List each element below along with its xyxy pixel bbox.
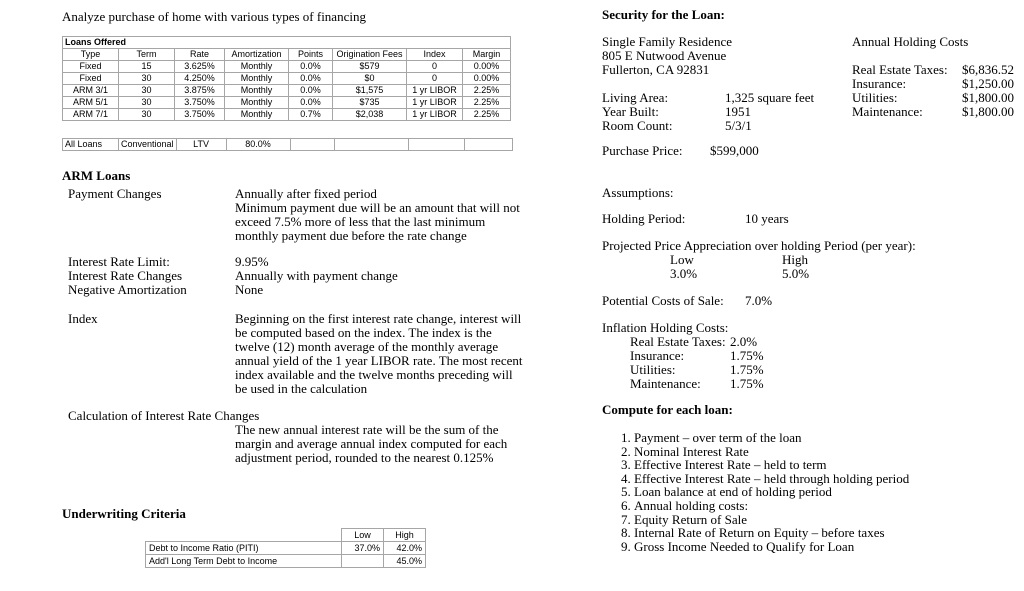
- loans-cell: $735: [333, 97, 407, 109]
- costs-of-sale-value: 7.0%: [745, 293, 773, 308]
- col-header-term: Term: [119, 49, 175, 61]
- loans-cell: ARM 7/1: [63, 109, 119, 121]
- loans-cell: 30: [119, 73, 175, 85]
- loans-cell: Fixed: [63, 73, 119, 85]
- interest-rate-limit-row: [62, 255, 532, 269]
- empty-cell: [464, 139, 512, 151]
- living-area-label: Living Area:: [602, 90, 669, 105]
- spacer: [852, 49, 1014, 63]
- uw-label: Debt to Income Ratio (PITI): [146, 542, 342, 555]
- compute-item: 4. Effective Interest Rate – held through holding period: [634, 472, 1014, 486]
- loans-cell: 30: [119, 85, 175, 97]
- payment-changes-line1: Annually after fixed period: [235, 186, 377, 201]
- inflation-label: Utilities:: [630, 362, 676, 377]
- interest-rate-changes-label: Interest Rate Changes: [68, 268, 183, 283]
- col-header-points: Points: [289, 49, 333, 61]
- interest-rate-limit-label: Interest Rate Limit:: [68, 254, 170, 269]
- property-and-costs: [602, 35, 1014, 133]
- negative-amortization-label: Negative Amortization: [68, 282, 187, 297]
- compute-item: 9. Gross Income Needed to Qualify for Loan: [634, 540, 1014, 554]
- calc-spacer: [62, 423, 235, 465]
- summary-cell-ltv-value: 80.0%: [226, 139, 290, 151]
- col-header-amortization: Amortization: [225, 49, 289, 61]
- calc-rate-changes-description: The new annual interest rate will be the sum of the margin and average annual index computed for each adjustment period, rounded to the nearest 0.125%: [235, 422, 508, 465]
- inflation-label: Real Estate Taxes:: [630, 334, 726, 349]
- loans-cell: $1,575: [333, 85, 407, 97]
- loans-cell: 0.0%: [289, 73, 333, 85]
- payment-changes-value: [235, 187, 527, 243]
- appreciation-header-row: [602, 253, 1014, 267]
- loans-cell: 0.00%: [463, 73, 511, 85]
- inflation-costs-heading: Inflation Holding Costs:: [602, 320, 729, 335]
- uw-row-long-term-debt: [146, 555, 426, 568]
- loans-cell: 1 yr LIBOR: [407, 109, 463, 121]
- loans-cell: 0: [407, 73, 463, 85]
- loans-cell: 1 yr LIBOR: [407, 97, 463, 109]
- costs-of-sale-label: Potential Costs of Sale:: [602, 293, 724, 308]
- summary-cell-all-loans: All Loans: [63, 139, 119, 151]
- inflation-label: Insurance:: [630, 348, 685, 363]
- underwriting-table: [145, 528, 426, 568]
- negative-amortization-value: None: [235, 282, 264, 297]
- left-page: [62, 10, 532, 568]
- loans-cell: 0: [407, 61, 463, 73]
- cost-label: Utilities:: [852, 90, 898, 105]
- inflation-value: 1.75%: [730, 362, 764, 377]
- loans-cell: 0.7%: [289, 109, 333, 121]
- loans-caption-row: [63, 37, 511, 49]
- index-description: Beginning on the first interest rate change, interest will be computed based on the index. The index is the twelve (12) month average of the monthly average annual yield of the 1 year LIBOR rate. The most recent index available and the twelve months preceding will be used in the calculation: [235, 311, 523, 396]
- annual-holding-costs-block: [852, 35, 1014, 133]
- empty-cell: [146, 529, 342, 542]
- loans-cell: $2,038: [333, 109, 407, 121]
- cost-value: $1,250.00: [962, 76, 1014, 91]
- interest-rate-limit-value: 9.95%: [235, 254, 269, 269]
- purchase-price-value: $599,000: [710, 143, 759, 158]
- payment-changes-body: Minimum payment due will be an amount that will not exceed 7.5% more of less that the last minimum monthly payment due before the rate change: [235, 200, 520, 243]
- appreciation-low-label: Low: [670, 252, 694, 267]
- index-row: [62, 312, 532, 396]
- compute-item: 5. Loan balance at end of holding period: [634, 485, 1014, 499]
- loans-cell: 4.250%: [175, 73, 225, 85]
- uw-row-piti: [146, 542, 426, 555]
- summary-cell-ltv: LTV: [176, 139, 226, 151]
- compute-item: 8. Internal Rate of Return on Equity – before taxes: [634, 526, 1014, 540]
- loans-cell: 0.0%: [289, 97, 333, 109]
- appreciation-low-value: 3.0%: [670, 266, 698, 281]
- inflation-value: 2.0%: [730, 334, 758, 349]
- room-count-label: Room Count:: [602, 118, 673, 133]
- loans-cell: Monthly: [225, 61, 289, 73]
- loans-cell: 0.0%: [289, 61, 333, 73]
- loans-header-row: [63, 49, 511, 61]
- cost-value: $1,800.00: [962, 104, 1014, 119]
- uw-high-value: 45.0%: [384, 555, 426, 568]
- loans-cell: ARM 5/1: [63, 97, 119, 109]
- holding-period-row: [602, 212, 1014, 226]
- table-row: [63, 73, 511, 85]
- appreciation-high-value: 5.0%: [782, 266, 810, 281]
- loans-cell: 15: [119, 61, 175, 73]
- assumptions-heading: Assumptions:: [602, 185, 674, 200]
- table-row: [63, 97, 511, 109]
- empty-cell: [334, 139, 408, 151]
- uw-label: Add'l Long Term Debt to Income: [146, 555, 342, 568]
- purchase-price-row: [602, 144, 1014, 158]
- summary-cell-conventional: Conventional: [119, 139, 177, 151]
- uw-high-value: 42.0%: [384, 542, 426, 555]
- col-header-index: Index: [407, 49, 463, 61]
- table-row: [63, 85, 511, 97]
- uw-col-header-low: Low: [342, 529, 384, 542]
- loans-cell: 30: [119, 97, 175, 109]
- cost-row-utilities: [852, 91, 1014, 105]
- col-header-rate: Rate: [175, 49, 225, 61]
- document-title: Analyze purchase of home with various types of financing: [62, 9, 366, 24]
- spacer: [602, 77, 842, 91]
- loans-cell: 1 yr LIBOR: [407, 85, 463, 97]
- loans-cell: 2.25%: [463, 109, 511, 121]
- loans-cell: $579: [333, 61, 407, 73]
- holding-period-value: 10 years: [745, 211, 789, 226]
- loans-cell: 2.25%: [463, 85, 511, 97]
- loans-cell: $0: [333, 73, 407, 85]
- loans-cell: Monthly: [225, 109, 289, 121]
- room-count-value: 5/3/1: [725, 118, 752, 133]
- property-line: 805 E Nutwood Avenue: [602, 48, 727, 63]
- loans-offered-table: [62, 36, 511, 121]
- loans-cell: Monthly: [225, 97, 289, 109]
- purchase-price-label: Purchase Price:: [602, 143, 683, 158]
- cost-label: Maintenance:: [852, 104, 923, 119]
- year-built-label: Year Built:: [602, 104, 659, 119]
- living-area-value: 1,325 square feet: [725, 90, 815, 105]
- uw-header-row: [146, 529, 426, 542]
- inflation-label: Maintenance:: [630, 376, 701, 391]
- inflation-row-utilities: [602, 363, 1014, 377]
- loans-cell: Fixed: [63, 61, 119, 73]
- inflation-row-taxes: [602, 335, 1014, 349]
- security-heading: Security for the Loan:: [602, 7, 725, 22]
- underwriting-criteria-heading: Underwriting Criteria: [62, 506, 186, 521]
- property-line: Fullerton, CA 92831: [602, 62, 710, 77]
- loans-cell: 3.750%: [175, 97, 225, 109]
- interest-rate-changes-row: [62, 269, 532, 283]
- loans-cell: 2.25%: [463, 97, 511, 109]
- compute-item: 2. Nominal Interest Rate: [634, 445, 1014, 459]
- loans-cell: ARM 3/1: [63, 85, 119, 97]
- living-area-row: [602, 91, 842, 105]
- cost-value: $6,836.52: [962, 62, 1014, 77]
- loans-cell: 0.0%: [289, 85, 333, 97]
- inflation-value: 1.75%: [730, 348, 764, 363]
- cost-label: Insurance:: [852, 76, 907, 91]
- loans-summary-row: [63, 139, 513, 151]
- compute-item: 3. Effective Interest Rate – held to term: [634, 458, 1014, 472]
- loans-cell: 0.00%: [463, 61, 511, 73]
- col-header-type: Type: [63, 49, 119, 61]
- payment-changes-row: [62, 187, 532, 243]
- holding-period-label: Holding Period:: [602, 211, 686, 226]
- uw-col-header-high: High: [384, 529, 426, 542]
- cost-label: Real Estate Taxes:: [852, 62, 948, 77]
- empty-cell: [290, 139, 334, 151]
- compute-item: 1. Payment – over term of the loan: [634, 431, 1014, 445]
- loans-summary-table: [62, 138, 513, 151]
- table-row: [63, 109, 511, 121]
- loans-cell: 3.625%: [175, 61, 225, 73]
- compute-heading: Compute for each loan:: [602, 402, 733, 417]
- inflation-row-maintenance: [602, 377, 1014, 391]
- appreciation-value-row: [602, 267, 1014, 281]
- annual-holding-costs-heading: Annual Holding Costs: [852, 34, 969, 49]
- empty-cell: [408, 139, 464, 151]
- inflation-value: 1.75%: [730, 376, 764, 391]
- costs-of-sale-row: [602, 294, 1014, 308]
- interest-rate-changes-value: Annually with payment change: [235, 268, 398, 283]
- col-header-origination-fees: Origination Fees: [333, 49, 407, 61]
- payment-changes-label: Payment Changes: [68, 186, 162, 201]
- loans-table-caption: Loans Offered: [63, 37, 511, 49]
- loans-cell: 3.750%: [175, 109, 225, 121]
- loans-cell: Monthly: [225, 73, 289, 85]
- right-page: [602, 8, 1014, 553]
- room-count-row: [602, 119, 842, 133]
- compute-list: [602, 431, 1014, 553]
- compute-item: 7. Equity Return of Sale: [634, 513, 1014, 527]
- property-block: [602, 35, 842, 133]
- index-label: Index: [68, 311, 98, 326]
- property-line: Single Family Residence: [602, 34, 732, 49]
- loans-cell: Monthly: [225, 85, 289, 97]
- compute-item: 6. Annual holding costs:: [634, 499, 1014, 513]
- uw-low-value: 37.0%: [342, 542, 384, 555]
- year-built-value: 1951: [725, 104, 751, 119]
- cost-row-taxes: [852, 63, 1014, 77]
- cost-value: $1,800.00: [962, 90, 1014, 105]
- cost-row-maintenance: [852, 105, 1014, 119]
- loans-cell: 3.875%: [175, 85, 225, 97]
- inflation-row-insurance: [602, 349, 1014, 363]
- uw-low-value: [342, 555, 384, 568]
- year-built-row: [602, 105, 842, 119]
- calc-rate-changes-label: Calculation of Interest Rate Changes: [68, 408, 260, 423]
- table-row: [63, 61, 511, 73]
- col-header-margin: Margin: [463, 49, 511, 61]
- negative-amortization-row: [62, 283, 532, 297]
- appreciation-high-label: High: [782, 252, 808, 267]
- arm-loans-heading: ARM Loans: [62, 168, 131, 183]
- cost-row-insurance: [852, 77, 1014, 91]
- calc-rate-changes-row: [62, 423, 532, 465]
- appreciation-label: Projected Price Appreciation over holding Period (per year):: [602, 238, 916, 253]
- loans-cell: 30: [119, 109, 175, 121]
